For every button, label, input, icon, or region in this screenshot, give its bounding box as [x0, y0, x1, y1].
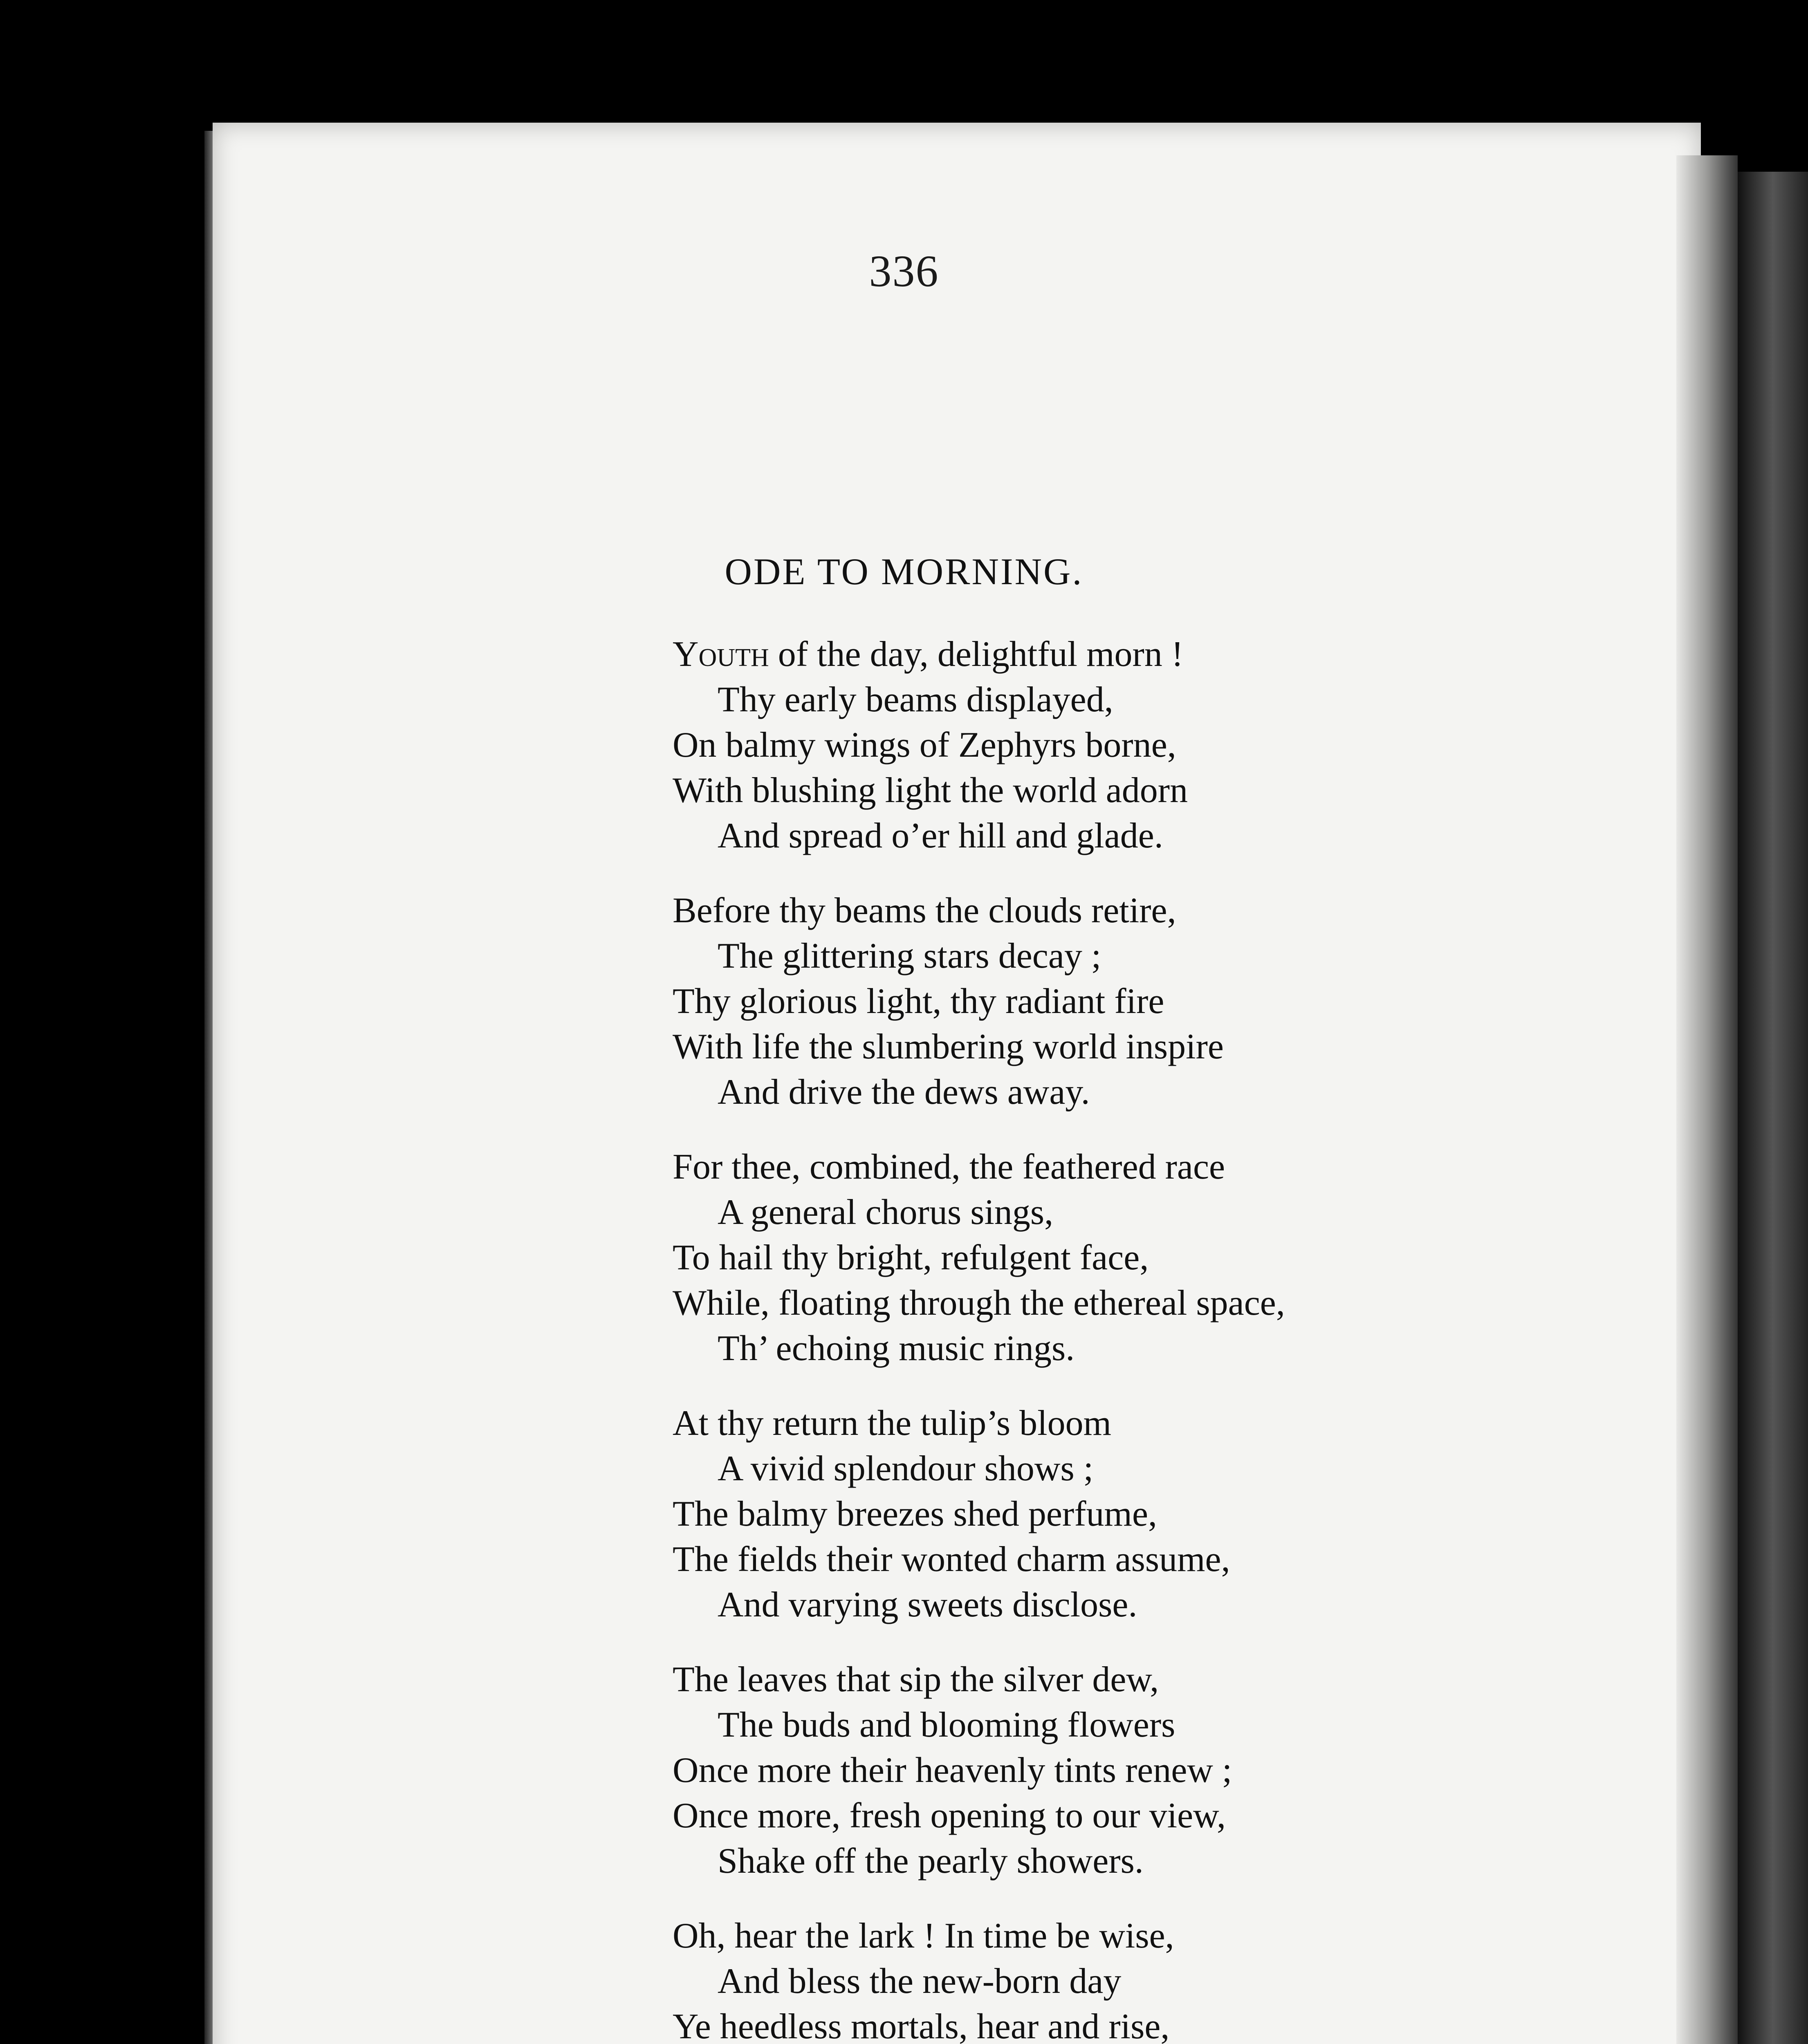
poem-line: And spread o’er hill and glade. [718, 816, 1163, 856]
poem-line: With blushing light the world adorn [673, 771, 1188, 810]
stanza-1 [673, 632, 1572, 858]
poem-line: Once more their heavenly tints renew ; [673, 1750, 1232, 1790]
poem-line: And drive the dews away. [718, 1072, 1090, 1112]
poem-line: At thy return the tulip’s bloom [673, 1403, 1112, 1443]
poem-line: With life the slumbering world inspire [673, 1027, 1224, 1067]
page-right-edge [1676, 155, 1738, 2044]
poem-line: For thee, combined, the feathered race [673, 1147, 1225, 1187]
poem-line: A general chorus sings, [718, 1192, 1054, 1232]
stanza-5 [673, 1657, 1572, 1884]
poem-line: A vivid splendour shows ; [718, 1449, 1094, 1488]
poem-title: ODE TO MORNING. [725, 551, 1083, 592]
poem-line: Shake off the pearly showers. [718, 1841, 1144, 1881]
poem-first-word: Youth [673, 634, 769, 674]
poem-body [673, 632, 1572, 2044]
poem-line: The leaves that sip the silver dew, [673, 1660, 1159, 1699]
poem-line: Thy early beams displayed, [718, 680, 1113, 719]
poem-line-text: of the day, delightful morn ! [769, 634, 1184, 674]
poem-line: Thy glorious light, thy radiant fire [673, 982, 1164, 1021]
poem-line: Oh, hear the lark ! In time be wise, [673, 1916, 1174, 1956]
poem-line: Once more, fresh opening to our view, [673, 1796, 1226, 1836]
poem-line: The balmy breezes shed perfume, [673, 1494, 1157, 1534]
poem-line: The fields their wonted charm assume, [673, 1540, 1230, 1579]
poem-line: And bless the new-born day [718, 1961, 1122, 2001]
page-number: 336 [869, 246, 939, 296]
poem-line: The glittering stars decay ; [718, 936, 1101, 976]
stanza-4 [673, 1401, 1572, 1627]
poem-line: Ye heedless mortals, hear and rise, [673, 2007, 1170, 2044]
poem-line: The buds and blooming flowers [718, 1705, 1175, 1745]
stanza-6 [673, 1913, 1572, 2044]
next-page-edge [1738, 172, 1808, 2044]
stanza-3 [673, 1144, 1572, 1371]
poem-line: To hail thy bright, refulgent face, [673, 1238, 1149, 1278]
poem-line: Before thy beams the clouds retire, [673, 891, 1176, 930]
poem-line: And varying sweets disclose. [718, 1585, 1137, 1625]
poem-line: While, floating through the ethereal space, [673, 1283, 1285, 1323]
poem-line: On balmy wings of Zephyrs borne, [673, 725, 1176, 765]
poem-line [673, 632, 1572, 677]
stanza-2 [673, 888, 1572, 1115]
poem-line: Th’ echoing music rings. [718, 1329, 1075, 1368]
